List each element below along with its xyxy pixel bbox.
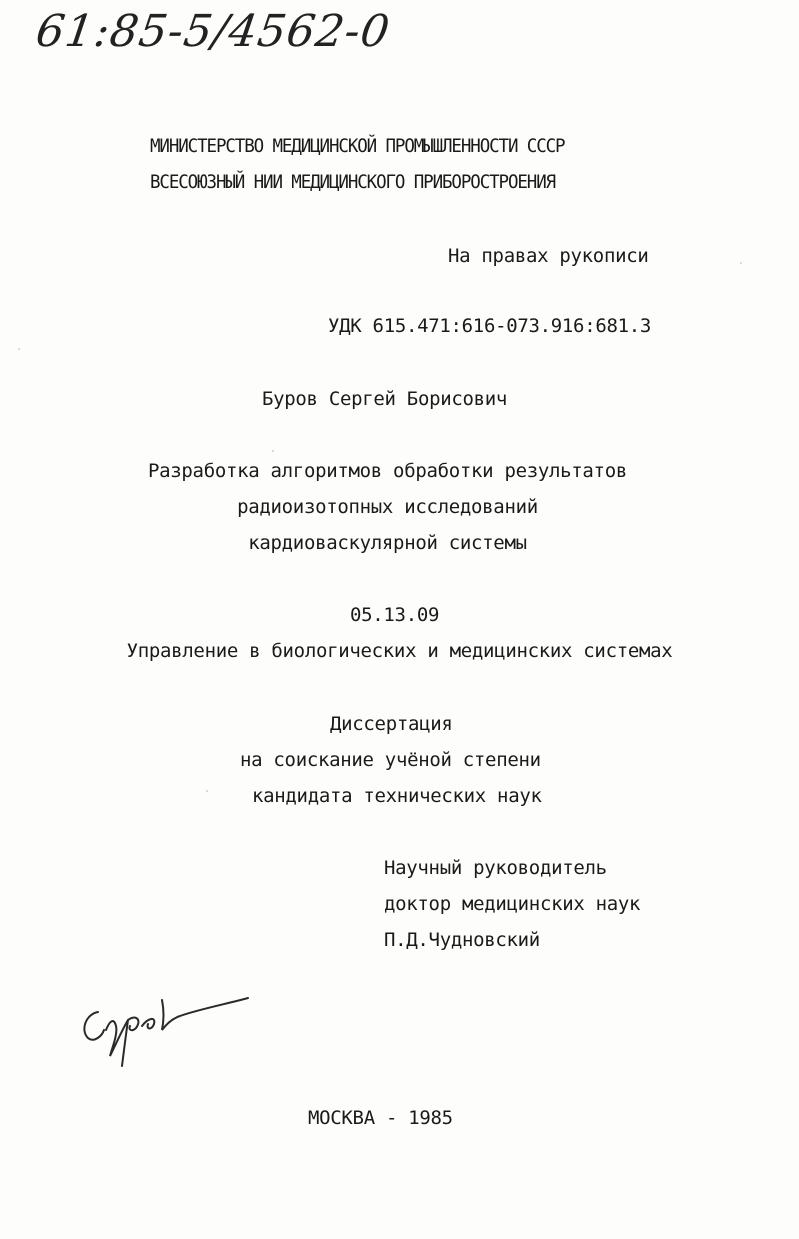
scan-speck — [272, 450, 274, 452]
title-line-3: кардиоваскулярной системы — [248, 532, 527, 554]
author-signature — [76, 990, 256, 1070]
scan-speck — [206, 790, 208, 792]
supervisor-line-3: П.Д.Чудновский — [384, 929, 540, 951]
title-line-2: радиоизотопных исследований — [237, 496, 538, 518]
signature-scribble-icon — [76, 990, 256, 1070]
supervisor-line-1: Научный руководитель — [384, 857, 607, 879]
scan-speck — [18, 348, 20, 350]
manuscript-note: На правах рукописи — [448, 245, 649, 267]
degree-line-3: кандидата технических наук — [252, 785, 542, 807]
scan-speck — [740, 262, 742, 264]
specialty-code: 05.13.09 — [350, 604, 440, 626]
specialty-name: Управление в биологических и медицинских системах — [126, 640, 673, 662]
archive-code: 61:85-5/4562-0 — [32, 6, 394, 57]
supervisor-line-2: доктор медицинских наук — [384, 893, 641, 915]
institute-name: ВСЕСОЮЗНЫЙ НИИ МЕДИЦИНСКОГО ПРИБОРОСТРОЕНИЯ — [150, 171, 556, 193]
title-line-1: Разработка алгоритмов обработки результатов — [148, 460, 627, 482]
degree-line-1: Диссертация — [330, 713, 453, 735]
ministry-name: МИНИСТЕРСТВО МЕДИЦИНСКОЙ ПРОМЫШЛЕННОСТИ СССР — [150, 135, 565, 157]
udc-code: УДК 615.471:616-073.916:681.3 — [328, 315, 652, 337]
city-year: МОСКВА - 1985 — [308, 1107, 453, 1129]
author-name: Буров Сергей Борисович — [262, 388, 508, 410]
degree-line-2: на соискание учёной степени — [240, 749, 541, 771]
